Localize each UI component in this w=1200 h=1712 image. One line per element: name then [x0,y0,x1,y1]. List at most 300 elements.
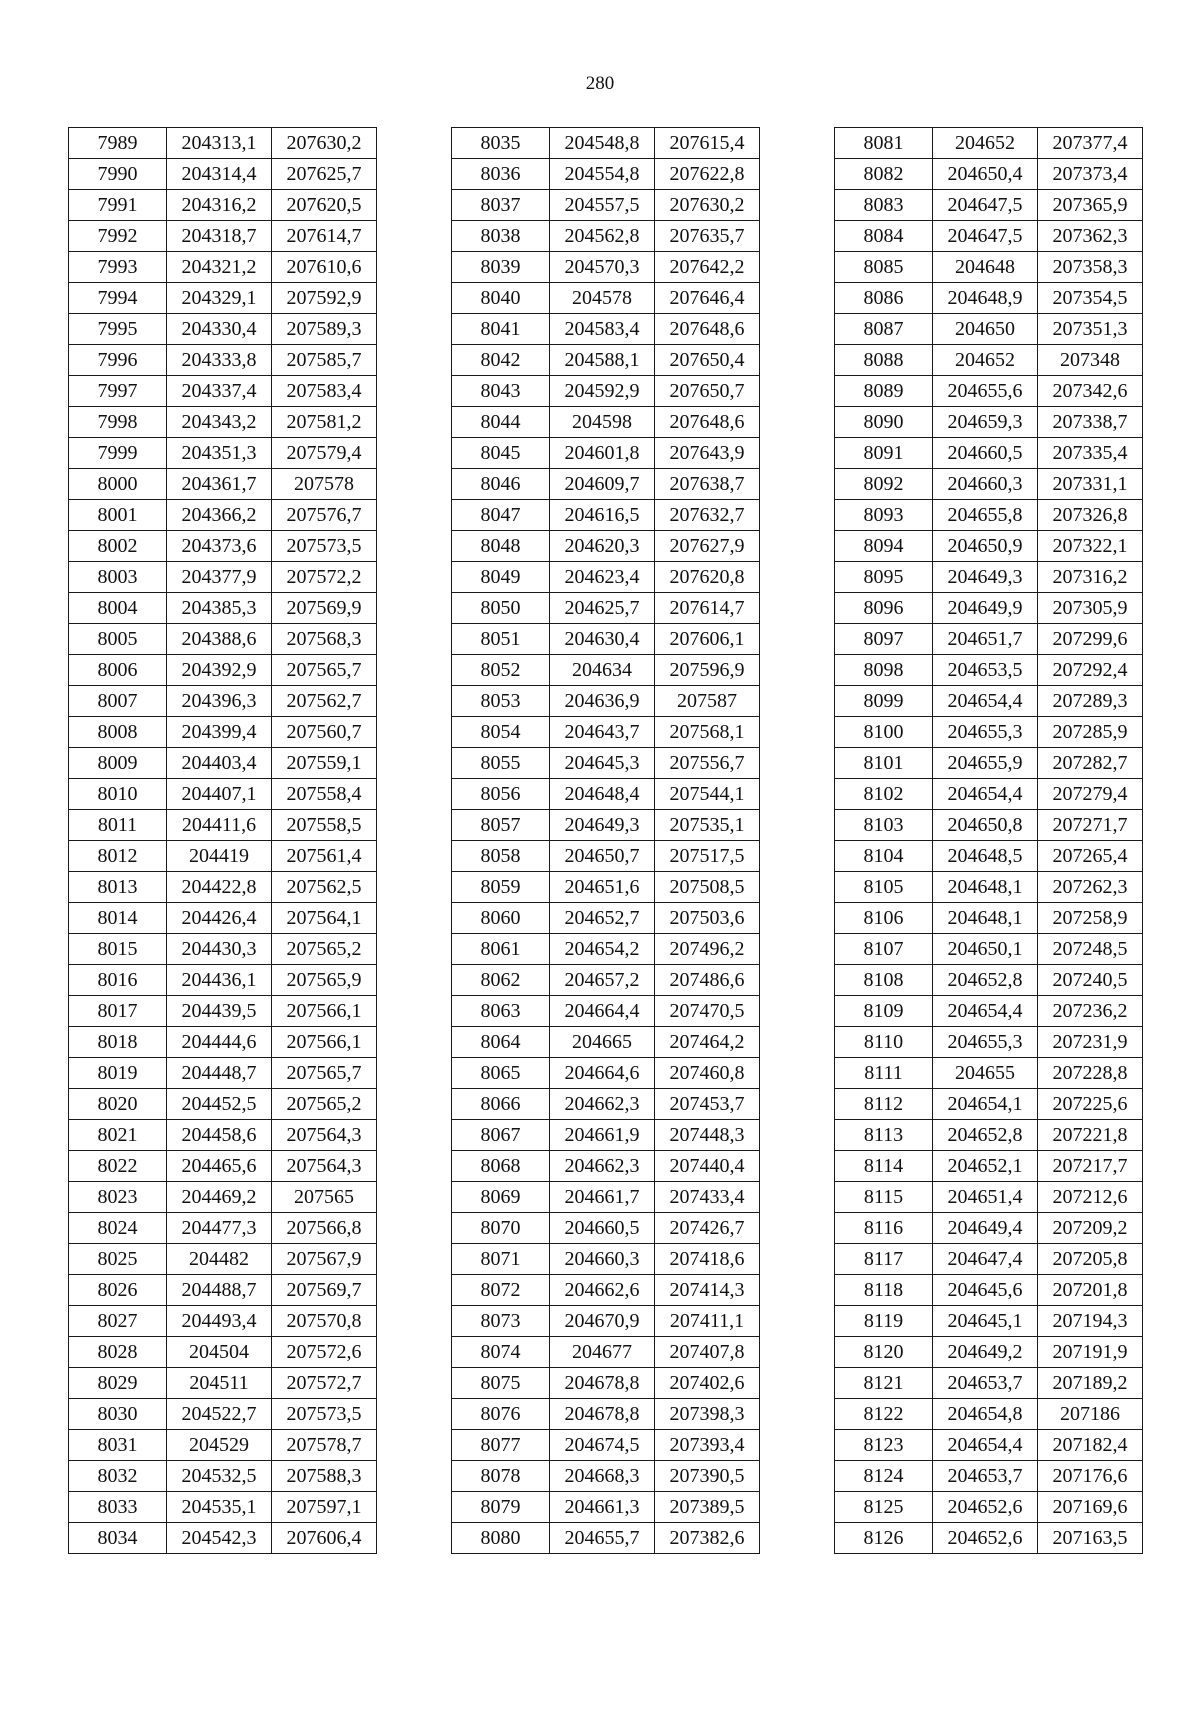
table-row [69,965,377,996]
point-number-cell: 8094 [835,531,933,562]
table-row [452,190,760,221]
y-coordinate-cell: 207606,4 [272,1523,377,1554]
x-coordinate-cell: 204329,1 [167,283,272,314]
table-row [835,190,1143,221]
point-number-cell: 8008 [69,717,167,748]
point-number-cell: 8019 [69,1058,167,1089]
point-number-cell: 8062 [452,965,550,996]
x-coordinate-cell: 204655,3 [933,717,1038,748]
y-coordinate-cell: 207642,2 [655,252,760,283]
table-row [835,1523,1143,1554]
point-number-cell: 8085 [835,252,933,283]
y-coordinate-cell: 207620,5 [272,190,377,221]
point-number-cell: 8116 [835,1213,933,1244]
y-coordinate-cell: 207566,1 [272,1027,377,1058]
x-coordinate-cell: 204337,4 [167,376,272,407]
x-coordinate-cell: 204511 [167,1368,272,1399]
x-coordinate-cell: 204392,9 [167,655,272,686]
x-coordinate-cell: 204592,9 [550,376,655,407]
x-coordinate-cell: 204385,3 [167,593,272,624]
table-row [69,562,377,593]
y-coordinate-cell: 207565,2 [272,1089,377,1120]
point-number-cell: 8106 [835,903,933,934]
y-coordinate-cell: 207338,7 [1038,407,1143,438]
y-coordinate-cell: 207240,5 [1038,965,1143,996]
y-coordinate-cell: 207559,1 [272,748,377,779]
y-coordinate-cell: 207568,1 [655,717,760,748]
point-number-cell: 8058 [452,841,550,872]
x-coordinate-cell: 204654,4 [933,686,1038,717]
point-number-cell: 8060 [452,903,550,934]
x-coordinate-cell: 204655,3 [933,1027,1038,1058]
table-row [452,252,760,283]
table-row [69,1368,377,1399]
table-row [452,1399,760,1430]
y-coordinate-cell: 207225,6 [1038,1089,1143,1120]
x-coordinate-cell: 204532,5 [167,1461,272,1492]
point-number-cell: 8001 [69,500,167,531]
point-number-cell: 7999 [69,438,167,469]
y-coordinate-cell: 207163,5 [1038,1523,1143,1554]
table-row [835,345,1143,376]
x-coordinate-cell: 204439,5 [167,996,272,1027]
y-coordinate-cell: 207572,7 [272,1368,377,1399]
y-coordinate-cell: 207562,7 [272,686,377,717]
y-coordinate-cell: 207212,6 [1038,1182,1143,1213]
y-coordinate-cell: 207194,3 [1038,1306,1143,1337]
table-row [452,841,760,872]
y-coordinate-cell: 207169,6 [1038,1492,1143,1523]
y-coordinate-cell: 207402,6 [655,1368,760,1399]
point-number-cell: 8125 [835,1492,933,1523]
table-row [452,593,760,624]
x-coordinate-cell: 204648,1 [933,872,1038,903]
table-row [835,779,1143,810]
table-row [69,1399,377,1430]
point-number-cell: 8091 [835,438,933,469]
table-row [69,934,377,965]
x-coordinate-cell: 204652,8 [933,1120,1038,1151]
point-number-cell: 8079 [452,1492,550,1523]
point-number-cell: 8112 [835,1089,933,1120]
x-coordinate-cell: 204643,7 [550,717,655,748]
table-row [835,1492,1143,1523]
x-coordinate-cell: 204542,3 [167,1523,272,1554]
table-row [452,1275,760,1306]
table-row [69,500,377,531]
x-coordinate-cell: 204649,3 [550,810,655,841]
table-row [69,1151,377,1182]
point-number-cell: 8072 [452,1275,550,1306]
point-number-cell: 8099 [835,686,933,717]
y-coordinate-cell: 207486,6 [655,965,760,996]
table-row [452,283,760,314]
table-row [452,810,760,841]
x-coordinate-cell: 204407,1 [167,779,272,810]
table-row [835,469,1143,500]
y-coordinate-cell: 207377,4 [1038,128,1143,159]
point-number-cell: 8115 [835,1182,933,1213]
table-row [835,1368,1143,1399]
point-number-cell: 8090 [835,407,933,438]
point-number-cell: 8083 [835,190,933,221]
page-number: 280 [585,73,615,94]
point-number-cell: 8093 [835,500,933,531]
x-coordinate-cell: 204313,1 [167,128,272,159]
table-row [835,903,1143,934]
table-row [452,221,760,252]
point-number-cell: 8039 [452,252,550,283]
x-coordinate-cell: 204654,2 [550,934,655,965]
y-coordinate-cell: 207561,4 [272,841,377,872]
x-coordinate-cell: 204678,8 [550,1399,655,1430]
x-coordinate-cell: 204649,9 [933,593,1038,624]
y-coordinate-cell: 207650,4 [655,345,760,376]
x-coordinate-cell: 204625,7 [550,593,655,624]
table-row [69,593,377,624]
x-coordinate-cell: 204403,4 [167,748,272,779]
table-row [835,1151,1143,1182]
y-coordinate-cell: 207564,1 [272,903,377,934]
table-row [835,128,1143,159]
x-coordinate-cell: 204647,5 [933,221,1038,252]
y-coordinate-cell: 207362,3 [1038,221,1143,252]
point-number-cell: 8047 [452,500,550,531]
y-coordinate-cell: 207348 [1038,345,1143,376]
x-coordinate-cell: 204655,7 [550,1523,655,1554]
table-row [69,1275,377,1306]
point-number-cell: 8123 [835,1430,933,1461]
point-number-cell: 8066 [452,1089,550,1120]
point-number-cell: 8124 [835,1461,933,1492]
y-coordinate-cell: 207566,8 [272,1213,377,1244]
x-coordinate-cell: 204648 [933,252,1038,283]
point-number-cell: 8018 [69,1027,167,1058]
y-coordinate-cell: 207597,1 [272,1492,377,1523]
y-coordinate-cell: 207389,5 [655,1492,760,1523]
table-row [452,903,760,934]
y-coordinate-cell: 207573,5 [272,531,377,562]
x-coordinate-cell: 204655,9 [933,748,1038,779]
table-row [835,531,1143,562]
table-row [69,1182,377,1213]
x-coordinate-cell: 204668,3 [550,1461,655,1492]
y-coordinate-cell: 207592,9 [272,283,377,314]
point-number-cell: 8105 [835,872,933,903]
table-row [835,1089,1143,1120]
table-row [835,376,1143,407]
y-coordinate-cell: 207589,3 [272,314,377,345]
y-coordinate-cell: 207265,4 [1038,841,1143,872]
point-number-cell: 8015 [69,934,167,965]
point-number-cell: 8027 [69,1306,167,1337]
point-number-cell: 8068 [452,1151,550,1182]
point-number-cell: 8048 [452,531,550,562]
y-coordinate-cell: 207354,5 [1038,283,1143,314]
y-coordinate-cell: 207570,8 [272,1306,377,1337]
x-coordinate-cell: 204647,5 [933,190,1038,221]
table-row [835,655,1143,686]
table-row [452,686,760,717]
x-coordinate-cell: 204452,5 [167,1089,272,1120]
x-coordinate-cell: 204650,4 [933,159,1038,190]
point-number-cell: 8029 [69,1368,167,1399]
table-row [835,438,1143,469]
point-number-cell: 8020 [69,1089,167,1120]
y-coordinate-cell: 207579,4 [272,438,377,469]
point-number-cell: 8121 [835,1368,933,1399]
table-row [69,345,377,376]
y-coordinate-cell: 207581,2 [272,407,377,438]
point-number-cell: 8025 [69,1244,167,1275]
table-row [835,841,1143,872]
x-coordinate-cell: 204653,7 [933,1461,1038,1492]
point-number-cell: 8000 [69,469,167,500]
table-row [69,903,377,934]
y-coordinate-cell: 207316,2 [1038,562,1143,593]
y-coordinate-cell: 207440,4 [655,1151,760,1182]
point-number-cell: 8036 [452,159,550,190]
x-coordinate-cell: 204648,4 [550,779,655,810]
y-coordinate-cell: 207289,3 [1038,686,1143,717]
y-coordinate-cell: 207622,8 [655,159,760,190]
x-coordinate-cell: 204649,4 [933,1213,1038,1244]
x-coordinate-cell: 204469,2 [167,1182,272,1213]
x-coordinate-cell: 204351,3 [167,438,272,469]
x-coordinate-cell: 204649,3 [933,562,1038,593]
x-coordinate-cell: 204562,8 [550,221,655,252]
table-row [69,779,377,810]
table-row [69,841,377,872]
table-row [69,1058,377,1089]
y-coordinate-cell: 207648,6 [655,314,760,345]
y-coordinate-cell: 207569,9 [272,593,377,624]
x-coordinate-cell: 204652,6 [933,1492,1038,1523]
y-coordinate-cell: 207558,5 [272,810,377,841]
point-number-cell: 8042 [452,345,550,376]
y-coordinate-cell: 207217,7 [1038,1151,1143,1182]
point-number-cell: 8007 [69,686,167,717]
y-coordinate-cell: 207411,1 [655,1306,760,1337]
y-coordinate-cell: 207335,4 [1038,438,1143,469]
y-coordinate-cell: 207231,9 [1038,1027,1143,1058]
y-coordinate-cell: 207433,4 [655,1182,760,1213]
point-number-cell: 8086 [835,283,933,314]
coordinate-table-right [834,127,1143,1554]
table-row [69,1213,377,1244]
point-number-cell: 8033 [69,1492,167,1523]
y-coordinate-cell: 207201,8 [1038,1275,1143,1306]
coordinate-table-middle [451,127,760,1554]
x-coordinate-cell: 204318,7 [167,221,272,252]
table-row [835,1027,1143,1058]
y-coordinate-cell: 207279,4 [1038,779,1143,810]
point-number-cell: 8014 [69,903,167,934]
table-row [452,438,760,469]
point-number-cell: 8087 [835,314,933,345]
y-coordinate-cell: 207464,2 [655,1027,760,1058]
table-row [835,1275,1143,1306]
table-row [835,221,1143,252]
point-number-cell: 8102 [835,779,933,810]
x-coordinate-cell: 204522,7 [167,1399,272,1430]
point-number-cell: 8049 [452,562,550,593]
table-row [452,500,760,531]
x-coordinate-cell: 204419 [167,841,272,872]
table-row [835,717,1143,748]
point-number-cell: 8118 [835,1275,933,1306]
point-number-cell: 8067 [452,1120,550,1151]
x-coordinate-cell: 204648,5 [933,841,1038,872]
x-coordinate-cell: 204377,9 [167,562,272,593]
table-row [452,1182,760,1213]
y-coordinate-cell: 207258,9 [1038,903,1143,934]
x-coordinate-cell: 204636,9 [550,686,655,717]
x-coordinate-cell: 204482 [167,1244,272,1275]
x-coordinate-cell: 204583,4 [550,314,655,345]
x-coordinate-cell: 204316,2 [167,190,272,221]
table-row [452,996,760,1027]
point-number-cell: 8011 [69,810,167,841]
point-number-cell: 8034 [69,1523,167,1554]
table-row [835,686,1143,717]
point-number-cell: 8065 [452,1058,550,1089]
point-number-cell: 8075 [452,1368,550,1399]
x-coordinate-cell: 204662,6 [550,1275,655,1306]
point-number-cell: 8006 [69,655,167,686]
point-number-cell: 8035 [452,128,550,159]
table-row [452,1492,760,1523]
x-coordinate-cell: 204674,5 [550,1430,655,1461]
x-coordinate-cell: 204655,6 [933,376,1038,407]
point-number-cell: 8063 [452,996,550,1027]
y-coordinate-cell: 207517,5 [655,841,760,872]
y-coordinate-cell: 207578,7 [272,1430,377,1461]
y-coordinate-cell: 207351,3 [1038,314,1143,345]
y-coordinate-cell: 207292,4 [1038,655,1143,686]
table-row [69,190,377,221]
table-row [835,252,1143,283]
point-number-cell: 8054 [452,717,550,748]
x-coordinate-cell: 204652,7 [550,903,655,934]
y-coordinate-cell: 207638,7 [655,469,760,500]
point-number-cell: 7995 [69,314,167,345]
x-coordinate-cell: 204373,6 [167,531,272,562]
y-coordinate-cell: 207271,7 [1038,810,1143,841]
x-coordinate-cell: 204655 [933,1058,1038,1089]
point-number-cell: 8028 [69,1337,167,1368]
point-number-cell: 8052 [452,655,550,686]
table-row [452,779,760,810]
y-coordinate-cell: 207508,5 [655,872,760,903]
point-number-cell: 8005 [69,624,167,655]
table-row [69,1492,377,1523]
y-coordinate-cell: 207596,9 [655,655,760,686]
point-number-cell: 8026 [69,1275,167,1306]
point-number-cell: 8111 [835,1058,933,1089]
x-coordinate-cell: 204661,7 [550,1182,655,1213]
table-row [452,1523,760,1554]
y-coordinate-cell: 207587 [655,686,760,717]
x-coordinate-cell: 204665 [550,1027,655,1058]
y-coordinate-cell: 207568,3 [272,624,377,655]
x-coordinate-cell: 204609,7 [550,469,655,500]
x-coordinate-cell: 204654,4 [933,996,1038,1027]
table-row [452,1120,760,1151]
point-number-cell: 8045 [452,438,550,469]
point-number-cell: 8037 [452,190,550,221]
y-coordinate-cell: 207650,7 [655,376,760,407]
point-number-cell: 8081 [835,128,933,159]
point-number-cell: 8040 [452,283,550,314]
x-coordinate-cell: 204670,9 [550,1306,655,1337]
y-coordinate-cell: 207610,6 [272,252,377,283]
x-coordinate-cell: 204458,6 [167,1120,272,1151]
x-coordinate-cell: 204557,5 [550,190,655,221]
y-coordinate-cell: 207407,8 [655,1337,760,1368]
y-coordinate-cell: 207393,4 [655,1430,760,1461]
table-row [69,748,377,779]
point-number-cell: 8089 [835,376,933,407]
y-coordinate-cell: 207418,6 [655,1244,760,1275]
y-coordinate-cell: 207448,3 [655,1120,760,1151]
x-coordinate-cell: 204662,3 [550,1151,655,1182]
table-row [69,531,377,562]
y-coordinate-cell: 207326,8 [1038,500,1143,531]
table-row [452,1089,760,1120]
table-row [835,1213,1143,1244]
x-coordinate-cell: 204411,6 [167,810,272,841]
y-coordinate-cell: 207583,4 [272,376,377,407]
point-number-cell: 8069 [452,1182,550,1213]
y-coordinate-cell: 207558,4 [272,779,377,810]
table-row [452,128,760,159]
table-row [69,686,377,717]
x-coordinate-cell: 204650,9 [933,531,1038,562]
point-number-cell: 7989 [69,128,167,159]
x-coordinate-cell: 204660,3 [550,1244,655,1275]
y-coordinate-cell: 207544,1 [655,779,760,810]
point-number-cell: 8061 [452,934,550,965]
point-number-cell: 8098 [835,655,933,686]
y-coordinate-cell: 207373,4 [1038,159,1143,190]
y-coordinate-cell: 207578 [272,469,377,500]
point-number-cell: 8097 [835,624,933,655]
x-coordinate-cell: 204488,7 [167,1275,272,1306]
y-coordinate-cell: 207572,2 [272,562,377,593]
table-row [452,1213,760,1244]
y-coordinate-cell: 207285,9 [1038,717,1143,748]
y-coordinate-cell: 207342,6 [1038,376,1143,407]
y-coordinate-cell: 207585,7 [272,345,377,376]
point-number-cell: 8017 [69,996,167,1027]
point-number-cell: 8016 [69,965,167,996]
y-coordinate-cell: 207503,6 [655,903,760,934]
x-coordinate-cell: 204649,2 [933,1337,1038,1368]
y-coordinate-cell: 207299,6 [1038,624,1143,655]
y-coordinate-cell: 207565 [272,1182,377,1213]
y-coordinate-cell: 207560,7 [272,717,377,748]
point-number-cell: 8080 [452,1523,550,1554]
point-number-cell: 8064 [452,1027,550,1058]
table-row [835,624,1143,655]
x-coordinate-cell: 204601,8 [550,438,655,469]
table-row [452,531,760,562]
point-number-cell: 8107 [835,934,933,965]
point-number-cell: 8012 [69,841,167,872]
y-coordinate-cell: 207365,9 [1038,190,1143,221]
x-coordinate-cell: 204664,6 [550,1058,655,1089]
